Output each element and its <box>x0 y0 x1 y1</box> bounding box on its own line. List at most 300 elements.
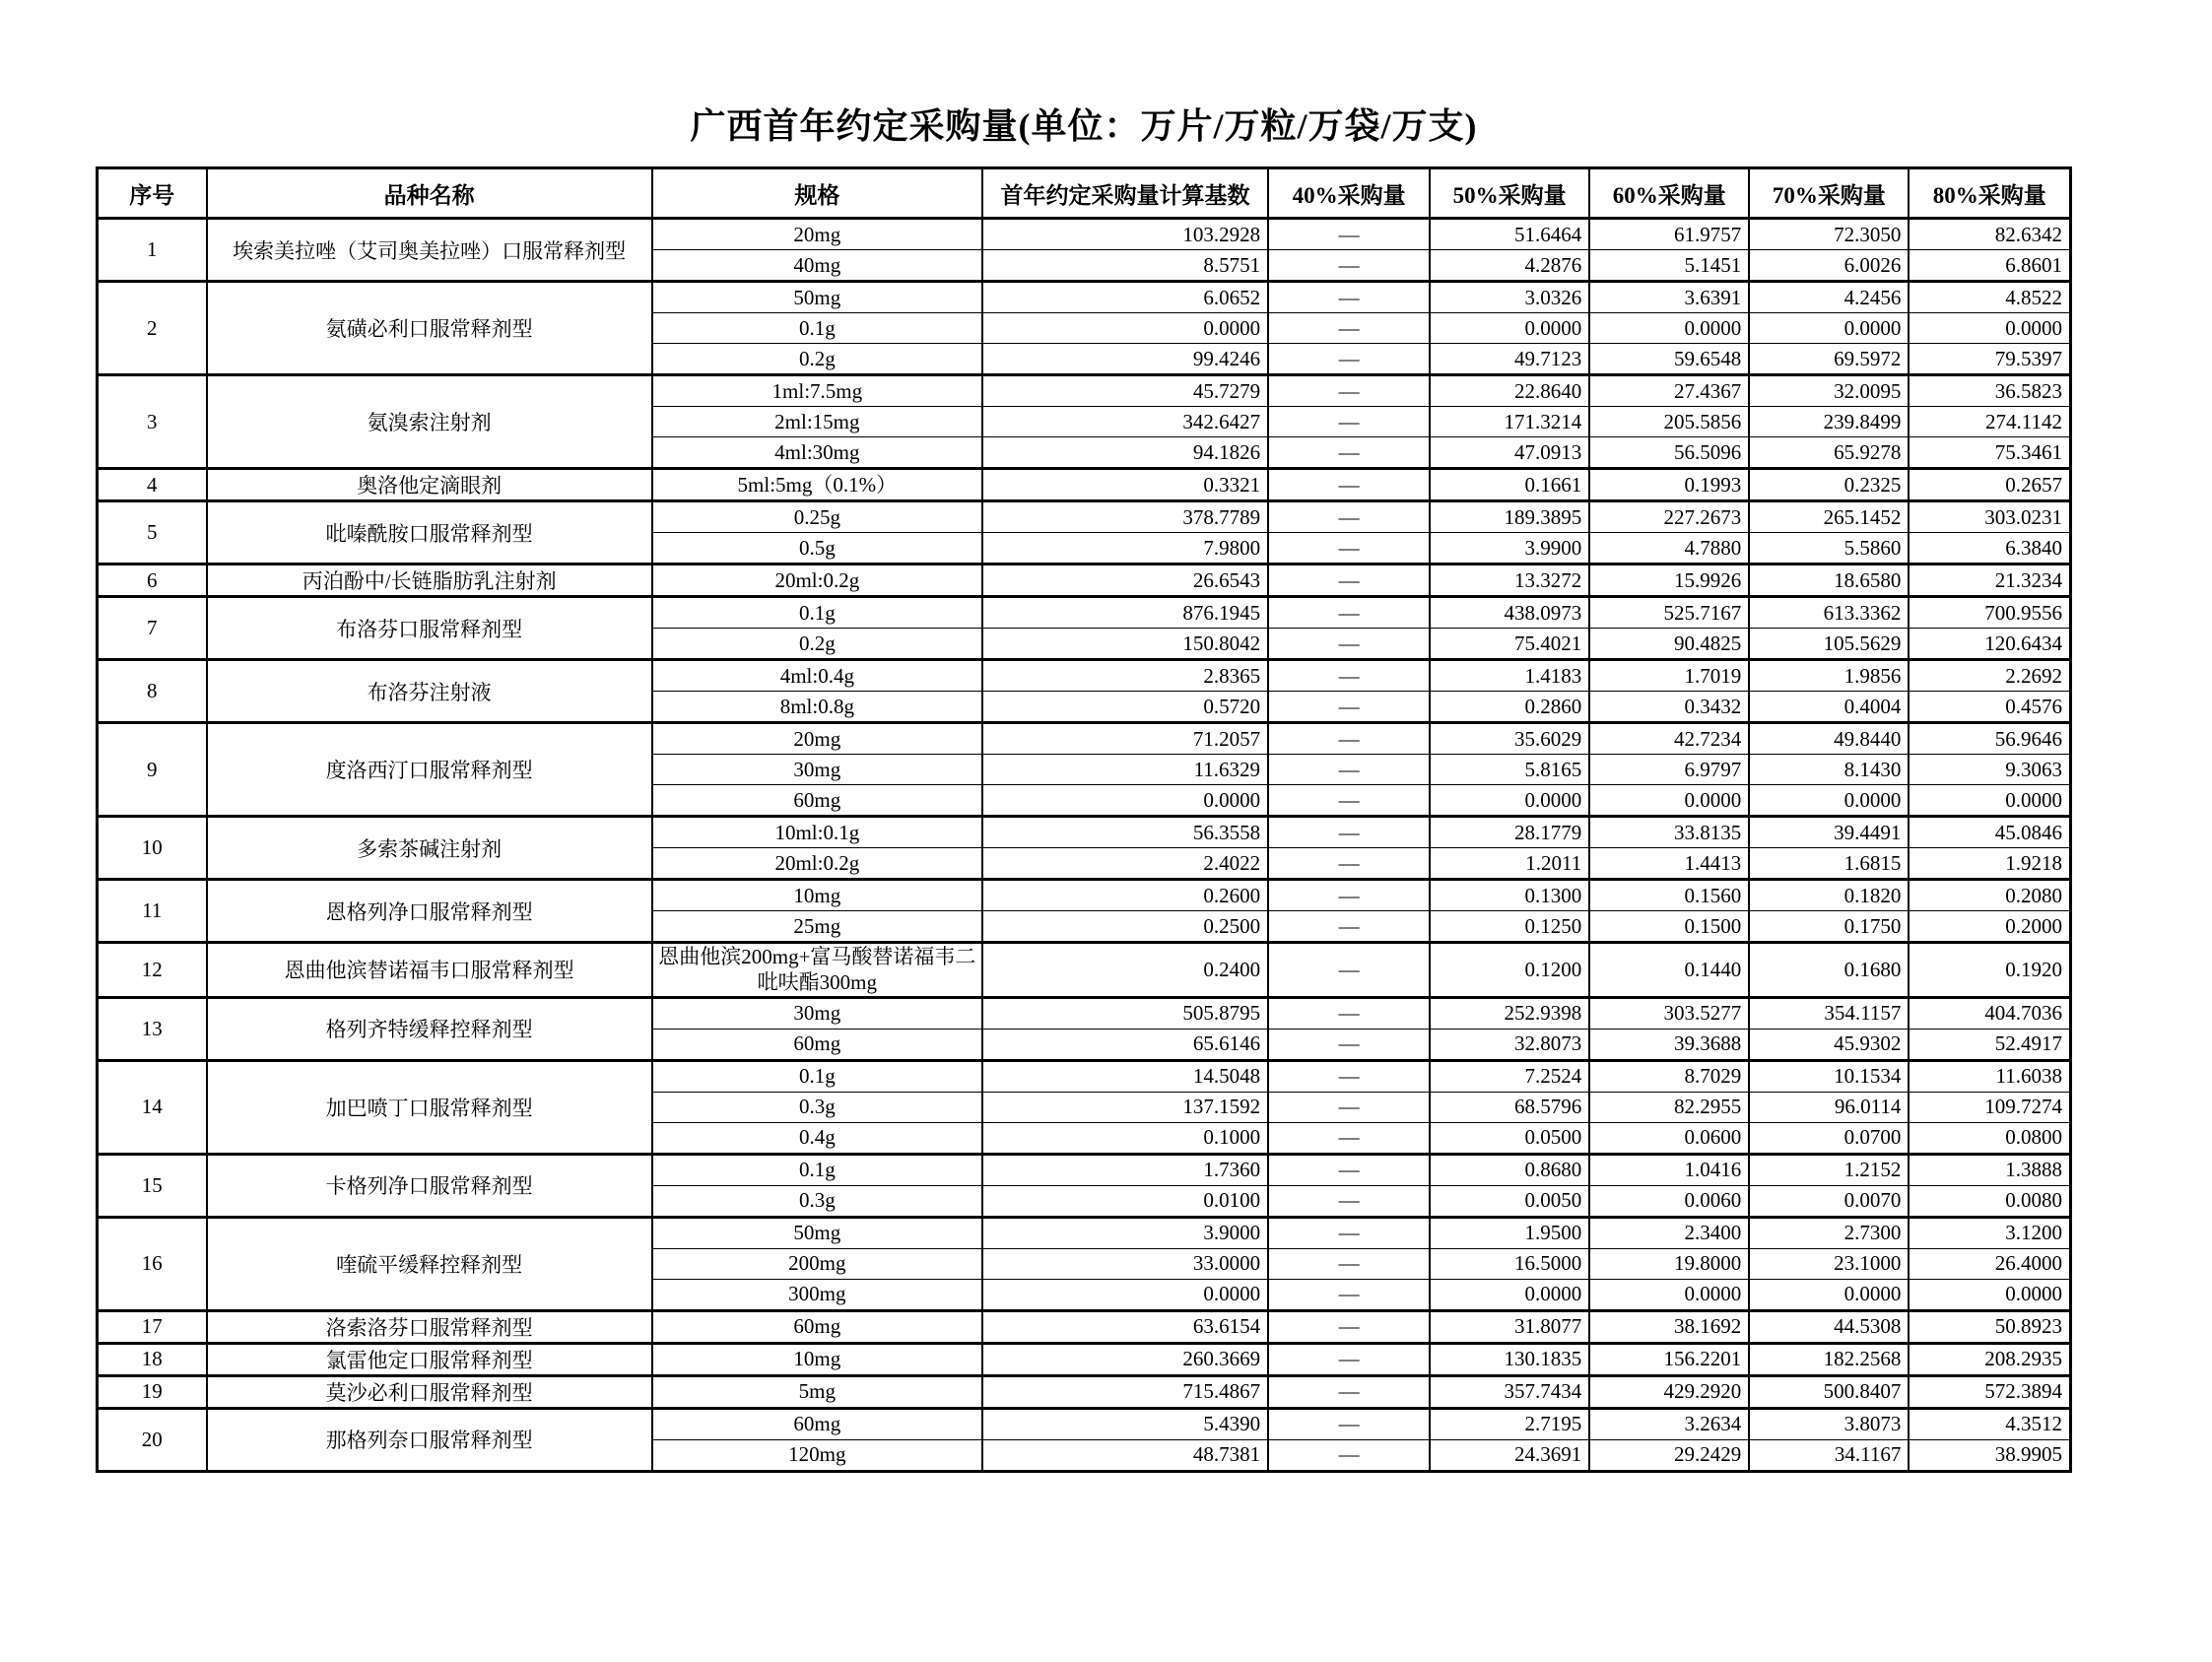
pct50-cell: 0.0500 <box>1430 1122 1589 1154</box>
pct50-cell: 1.4183 <box>1430 660 1589 692</box>
pct40-cell: — <box>1268 501 1430 533</box>
base-cell: 0.0000 <box>982 785 1268 817</box>
pct50-cell: 13.3272 <box>1430 565 1589 597</box>
product-name-cell: 奥洛他定滴眼剂 <box>207 469 652 501</box>
spec-cell: 0.1g <box>652 1154 982 1185</box>
pct40-cell: — <box>1268 911 1430 943</box>
pct40-cell: — <box>1268 1408 1430 1439</box>
base-cell: 94.1826 <box>982 437 1268 469</box>
pct50-cell: 16.5000 <box>1430 1248 1589 1279</box>
product-name-cell: 埃索美拉唑（艾司奥美拉唑）口服常释剂型 <box>207 219 652 282</box>
pct80-cell: 11.6038 <box>1909 1060 2070 1092</box>
pct70-cell: 10.1534 <box>1749 1060 1909 1092</box>
pct60-cell: 227.2673 <box>1589 501 1749 533</box>
spec-cell: 0.5g <box>652 533 982 565</box>
pct80-cell: 6.8601 <box>1909 250 2070 282</box>
row-number-cell: 17 <box>98 1310 207 1343</box>
base-cell: 11.6329 <box>982 755 1268 785</box>
pct60-cell: 0.0000 <box>1589 1279 1749 1310</box>
pct40-cell: — <box>1268 1029 1430 1060</box>
pct50-cell: 31.8077 <box>1430 1310 1589 1343</box>
pct70-cell: 1.2152 <box>1749 1154 1909 1185</box>
base-cell: 2.8365 <box>982 660 1268 692</box>
spec-cell: 0.3g <box>652 1185 982 1217</box>
base-cell: 45.7279 <box>982 375 1268 407</box>
pct80-cell: 303.0231 <box>1909 501 2070 533</box>
pct50-cell: 130.1835 <box>1430 1343 1589 1375</box>
base-cell: 0.0000 <box>982 1279 1268 1310</box>
pct50-cell: 68.5796 <box>1430 1092 1589 1122</box>
pct80-cell: 404.7036 <box>1909 997 2070 1029</box>
table-row <box>98 501 2071 533</box>
page-title: 广西首年约定采购量(单位：万片/万粒/万袋/万支) <box>690 106 1478 146</box>
pct70-cell: 3.8073 <box>1749 1408 1909 1439</box>
pct80-cell: 26.4000 <box>1909 1248 2070 1279</box>
row-number-cell: 12 <box>98 943 207 998</box>
base-cell: 5.4390 <box>982 1408 1268 1439</box>
pct80-cell: 0.1920 <box>1909 943 2070 998</box>
spec-cell: 60mg <box>652 1408 982 1439</box>
pct70-cell: 34.1167 <box>1749 1439 1909 1471</box>
pct50-cell: 1.9500 <box>1430 1217 1589 1248</box>
base-cell: 378.7789 <box>982 501 1268 533</box>
pct40-cell: — <box>1268 817 1430 848</box>
product-name-cell: 加巴喷丁口服常释剂型 <box>207 1060 652 1154</box>
pct60-cell: 56.5096 <box>1589 437 1749 469</box>
pct80-cell: 0.0080 <box>1909 1185 2070 1217</box>
pct60-cell: 3.2634 <box>1589 1408 1749 1439</box>
pct50-cell: 438.0973 <box>1430 597 1589 629</box>
spec-cell: 50mg <box>652 1217 982 1248</box>
pct40-cell: — <box>1268 1154 1430 1185</box>
pct60-cell: 303.5277 <box>1589 997 1749 1029</box>
table-row <box>98 282 2071 313</box>
row-number-cell: 19 <box>98 1375 207 1408</box>
pct40-cell: — <box>1268 250 1430 282</box>
spec-cell: 200mg <box>652 1248 982 1279</box>
product-name-cell: 度洛西汀口服常释剂型 <box>207 723 652 817</box>
pct80-cell: 0.2657 <box>1909 469 2070 501</box>
pct50-cell: 0.1661 <box>1430 469 1589 501</box>
pct70-cell: 69.5972 <box>1749 344 1909 375</box>
procurement-table <box>96 166 2072 1473</box>
spec-cell: 0.2g <box>652 629 982 660</box>
table-row <box>98 1217 2071 1248</box>
spec-cell: 60mg <box>652 1029 982 1060</box>
base-cell: 26.6543 <box>982 565 1268 597</box>
base-cell: 876.1945 <box>982 597 1268 629</box>
pct40-cell: — <box>1268 692 1430 723</box>
pct80-cell: 75.3461 <box>1909 437 2070 469</box>
pct70-cell: 354.1157 <box>1749 997 1909 1029</box>
pct70-cell: 65.9278 <box>1749 437 1909 469</box>
column-header-1: 品种名称 <box>207 168 652 219</box>
spec-cell: 10ml:0.1g <box>652 817 982 848</box>
row-number-cell: 8 <box>98 660 207 723</box>
row-number-cell: 1 <box>98 219 207 282</box>
pct50-cell: 47.0913 <box>1430 437 1589 469</box>
spec-cell: 20mg <box>652 219 982 250</box>
column-header-0: 序号 <box>98 168 207 219</box>
pct40-cell: — <box>1268 313 1430 344</box>
pct80-cell: 120.6434 <box>1909 629 2070 660</box>
base-cell: 0.0000 <box>982 313 1268 344</box>
spec-cell: 50mg <box>652 282 982 313</box>
product-name-cell: 莫沙必利口服常释剂型 <box>207 1375 652 1408</box>
pct80-cell: 21.3234 <box>1909 565 2070 597</box>
pct40-cell: — <box>1268 1248 1430 1279</box>
pct70-cell: 0.1750 <box>1749 911 1909 943</box>
pct60-cell: 0.0600 <box>1589 1122 1749 1154</box>
pct70-cell: 45.9302 <box>1749 1029 1909 1060</box>
pct50-cell: 1.2011 <box>1430 848 1589 880</box>
pct50-cell: 0.1200 <box>1430 943 1589 998</box>
table-row <box>98 1375 2071 1408</box>
pct80-cell: 4.8522 <box>1909 282 2070 313</box>
pct80-cell: 45.0846 <box>1909 817 2070 848</box>
pct60-cell: 6.9797 <box>1589 755 1749 785</box>
product-name-cell: 吡嗪酰胺口服常释剂型 <box>207 501 652 565</box>
spec-cell: 30mg <box>652 755 982 785</box>
pct40-cell: — <box>1268 282 1430 313</box>
base-cell: 63.6154 <box>982 1310 1268 1343</box>
pct40-cell: — <box>1268 629 1430 660</box>
base-cell: 0.1000 <box>982 1122 1268 1154</box>
base-cell: 342.6427 <box>982 407 1268 437</box>
pct60-cell: 90.4825 <box>1589 629 1749 660</box>
base-cell: 7.9800 <box>982 533 1268 565</box>
row-number-cell: 4 <box>98 469 207 501</box>
pct40-cell: — <box>1268 1060 1430 1092</box>
pct40-cell: — <box>1268 533 1430 565</box>
pct40-cell: — <box>1268 1439 1430 1471</box>
pct60-cell: 15.9926 <box>1589 565 1749 597</box>
pct70-cell: 1.9856 <box>1749 660 1909 692</box>
pct70-cell: 0.2325 <box>1749 469 1909 501</box>
spec-cell: 30mg <box>652 997 982 1029</box>
pct60-cell: 19.8000 <box>1589 1248 1749 1279</box>
spec-cell: 120mg <box>652 1439 982 1471</box>
pct50-cell: 22.8640 <box>1430 375 1589 407</box>
spec-cell: 0.4g <box>652 1122 982 1154</box>
pct40-cell: — <box>1268 997 1430 1029</box>
product-name-cell: 那格列奈口服常释剂型 <box>207 1408 652 1471</box>
pct80-cell: 0.4576 <box>1909 692 2070 723</box>
base-cell: 8.5751 <box>982 250 1268 282</box>
pct50-cell: 0.0050 <box>1430 1185 1589 1217</box>
pct80-cell: 0.0000 <box>1909 313 2070 344</box>
pct60-cell: 0.1500 <box>1589 911 1749 943</box>
pct80-cell: 56.9646 <box>1909 723 2070 755</box>
spec-cell: 0.1g <box>652 313 982 344</box>
pct50-cell: 357.7434 <box>1430 1375 1589 1408</box>
table-row <box>98 1343 2071 1375</box>
pct60-cell: 2.3400 <box>1589 1217 1749 1248</box>
table-row <box>98 469 2071 501</box>
pct60-cell: 0.1560 <box>1589 880 1749 911</box>
pct70-cell: 72.3050 <box>1749 219 1909 250</box>
pct60-cell: 3.6391 <box>1589 282 1749 313</box>
base-cell: 260.3669 <box>982 1343 1268 1375</box>
pct40-cell: — <box>1268 1310 1430 1343</box>
pct60-cell: 429.2920 <box>1589 1375 1749 1408</box>
pct70-cell: 182.2568 <box>1749 1343 1909 1375</box>
base-cell: 2.4022 <box>982 848 1268 880</box>
base-cell: 0.0100 <box>982 1185 1268 1217</box>
pct80-cell: 38.9905 <box>1909 1439 2070 1471</box>
spec-cell: 4ml:0.4g <box>652 660 982 692</box>
pct70-cell: 96.0114 <box>1749 1092 1909 1122</box>
pct40-cell: — <box>1268 723 1430 755</box>
pct80-cell: 52.4917 <box>1909 1029 2070 1060</box>
pct70-cell: 0.0000 <box>1749 313 1909 344</box>
pct40-cell: — <box>1268 785 1430 817</box>
pct60-cell: 61.9757 <box>1589 219 1749 250</box>
pct50-cell: 51.6464 <box>1430 219 1589 250</box>
table-row <box>98 1060 2071 1092</box>
pct50-cell: 49.7123 <box>1430 344 1589 375</box>
base-cell: 0.2400 <box>982 943 1268 998</box>
pct70-cell: 239.8499 <box>1749 407 1909 437</box>
pct50-cell: 171.3214 <box>1430 407 1589 437</box>
product-name-cell: 洛索洛芬口服常释剂型 <box>207 1310 652 1343</box>
column-header-2: 规格 <box>652 168 982 219</box>
row-number-cell: 14 <box>98 1060 207 1154</box>
pct60-cell: 59.6548 <box>1589 344 1749 375</box>
base-cell: 0.5720 <box>982 692 1268 723</box>
spec-cell: 5mg <box>652 1375 982 1408</box>
pct60-cell: 33.8135 <box>1589 817 1749 848</box>
base-cell: 99.4246 <box>982 344 1268 375</box>
pct40-cell: — <box>1268 407 1430 437</box>
pct70-cell: 2.7300 <box>1749 1217 1909 1248</box>
pct60-cell: 156.2201 <box>1589 1343 1749 1375</box>
pct80-cell: 4.3512 <box>1909 1408 2070 1439</box>
product-name-cell: 恩格列净口服常释剂型 <box>207 880 652 943</box>
pct60-cell: 0.0000 <box>1589 313 1749 344</box>
pct80-cell: 3.1200 <box>1909 1217 2070 1248</box>
pct40-cell: — <box>1268 565 1430 597</box>
pct80-cell: 1.3888 <box>1909 1154 2070 1185</box>
spec-cell: 0.2g <box>652 344 982 375</box>
pct80-cell: 572.3894 <box>1909 1375 2070 1408</box>
pct60-cell: 38.1692 <box>1589 1310 1749 1343</box>
pct40-cell: — <box>1268 1343 1430 1375</box>
spec-cell: 0.1g <box>652 597 982 629</box>
base-cell: 65.6146 <box>982 1029 1268 1060</box>
product-name-cell: 卡格列净口服常释剂型 <box>207 1154 652 1217</box>
base-cell: 33.0000 <box>982 1248 1268 1279</box>
base-cell: 505.8795 <box>982 997 1268 1029</box>
column-header-5: 50%采购量 <box>1430 168 1589 219</box>
spec-cell: 10mg <box>652 1343 982 1375</box>
pct40-cell: — <box>1268 1185 1430 1217</box>
base-cell: 150.8042 <box>982 629 1268 660</box>
pct70-cell: 500.8407 <box>1749 1375 1909 1408</box>
table-row <box>98 997 2071 1029</box>
column-header-7: 70%采购量 <box>1749 168 1909 219</box>
spec-cell: 40mg <box>652 250 982 282</box>
pct80-cell: 36.5823 <box>1909 375 2070 407</box>
pct80-cell: 50.8923 <box>1909 1310 2070 1343</box>
pct80-cell: 0.2000 <box>1909 911 2070 943</box>
pct80-cell: 82.6342 <box>1909 219 2070 250</box>
column-header-6: 60%采购量 <box>1589 168 1749 219</box>
row-number-cell: 3 <box>98 375 207 469</box>
table-row <box>98 880 2071 911</box>
pct50-cell: 0.8680 <box>1430 1154 1589 1185</box>
spec-cell: 20ml:0.2g <box>652 565 982 597</box>
product-name-cell: 格列齐特缓释控释剂型 <box>207 997 652 1060</box>
pct70-cell: 49.8440 <box>1749 723 1909 755</box>
pct70-cell: 0.0070 <box>1749 1185 1909 1217</box>
pct70-cell: 18.6580 <box>1749 565 1909 597</box>
table-row <box>98 565 2071 597</box>
table-row <box>98 817 2071 848</box>
pct80-cell: 0.0800 <box>1909 1122 2070 1154</box>
table-row <box>98 1408 2071 1439</box>
pct50-cell: 0.0000 <box>1430 785 1589 817</box>
pct70-cell: 6.0026 <box>1749 250 1909 282</box>
table-row <box>98 597 2071 629</box>
pct60-cell: 5.1451 <box>1589 250 1749 282</box>
product-name-cell: 丙泊酚中/长链脂肪乳注射剂 <box>207 565 652 597</box>
base-cell: 6.0652 <box>982 282 1268 313</box>
pct50-cell: 252.9398 <box>1430 997 1589 1029</box>
spec-cell: 60mg <box>652 1310 982 1343</box>
spec-cell: 300mg <box>652 1279 982 1310</box>
pct60-cell: 82.2955 <box>1589 1092 1749 1122</box>
base-cell: 137.1592 <box>982 1092 1268 1122</box>
spec-cell: 60mg <box>652 785 982 817</box>
pct50-cell: 0.1300 <box>1430 880 1589 911</box>
pct40-cell: — <box>1268 1122 1430 1154</box>
base-cell: 715.4867 <box>982 1375 1268 1408</box>
pct60-cell: 39.3688 <box>1589 1029 1749 1060</box>
pct40-cell: — <box>1268 660 1430 692</box>
pct60-cell: 4.7880 <box>1589 533 1749 565</box>
spec-cell: 1ml:7.5mg <box>652 375 982 407</box>
row-number-cell: 10 <box>98 817 207 880</box>
base-cell: 56.3558 <box>982 817 1268 848</box>
pct80-cell: 0.0000 <box>1909 785 2070 817</box>
product-name-cell: 喹硫平缓释控释剂型 <box>207 1217 652 1310</box>
base-cell: 1.7360 <box>982 1154 1268 1185</box>
base-cell: 14.5048 <box>982 1060 1268 1092</box>
pct40-cell: — <box>1268 469 1430 501</box>
base-cell: 0.2500 <box>982 911 1268 943</box>
spec-cell: 0.3g <box>652 1092 982 1122</box>
pct70-cell: 1.6815 <box>1749 848 1909 880</box>
row-number-cell: 6 <box>98 565 207 597</box>
pct40-cell: — <box>1268 1092 1430 1122</box>
pct80-cell: 109.7274 <box>1909 1092 2070 1122</box>
pct40-cell: — <box>1268 219 1430 250</box>
column-header-4: 40%采购量 <box>1268 168 1430 219</box>
pct50-cell: 24.3691 <box>1430 1439 1589 1471</box>
row-number-cell: 5 <box>98 501 207 565</box>
spec-cell: 10mg <box>652 880 982 911</box>
pct60-cell: 1.4413 <box>1589 848 1749 880</box>
pct50-cell: 4.2876 <box>1430 250 1589 282</box>
pct70-cell: 0.0000 <box>1749 1279 1909 1310</box>
pct50-cell: 5.8165 <box>1430 755 1589 785</box>
table-row <box>98 1154 2071 1185</box>
pct40-cell: — <box>1268 1375 1430 1408</box>
product-name-cell: 多索茶碱注射剂 <box>207 817 652 880</box>
pct40-cell: — <box>1268 880 1430 911</box>
row-number-cell: 11 <box>98 880 207 943</box>
spec-cell: 8ml:0.8g <box>652 692 982 723</box>
pct80-cell: 79.5397 <box>1909 344 2070 375</box>
pct50-cell: 2.7195 <box>1430 1408 1589 1439</box>
spec-cell: 2ml:15mg <box>652 407 982 437</box>
product-name-cell: 氯雷他定口服常释剂型 <box>207 1343 652 1375</box>
pct40-cell: — <box>1268 437 1430 469</box>
pct40-cell: — <box>1268 943 1430 998</box>
pct60-cell: 1.7019 <box>1589 660 1749 692</box>
table-row <box>98 723 2071 755</box>
pct50-cell: 0.0000 <box>1430 313 1589 344</box>
row-number-cell: 13 <box>98 997 207 1060</box>
pct80-cell: 6.3840 <box>1909 533 2070 565</box>
pct50-cell: 28.1779 <box>1430 817 1589 848</box>
pct70-cell: 23.1000 <box>1749 1248 1909 1279</box>
base-cell: 48.7381 <box>982 1439 1268 1471</box>
pct50-cell: 189.3895 <box>1430 501 1589 533</box>
pct70-cell: 0.1680 <box>1749 943 1909 998</box>
pct60-cell: 27.4367 <box>1589 375 1749 407</box>
table-row <box>98 660 2071 692</box>
pct70-cell: 5.5860 <box>1749 533 1909 565</box>
pct80-cell: 0.0000 <box>1909 1279 2070 1310</box>
base-cell: 103.2928 <box>982 219 1268 250</box>
pct70-cell: 32.0095 <box>1749 375 1909 407</box>
pct50-cell: 0.2860 <box>1430 692 1589 723</box>
pct80-cell: 2.2692 <box>1909 660 2070 692</box>
product-name-cell: 布洛芬口服常释剂型 <box>207 597 652 660</box>
row-number-cell: 18 <box>98 1343 207 1375</box>
row-number-cell: 2 <box>98 282 207 375</box>
row-number-cell: 7 <box>98 597 207 660</box>
pct80-cell: 274.1142 <box>1909 407 2070 437</box>
table-row <box>98 1310 2071 1343</box>
pct40-cell: — <box>1268 375 1430 407</box>
pct60-cell: 8.7029 <box>1589 1060 1749 1092</box>
pct60-cell: 42.7234 <box>1589 723 1749 755</box>
pct50-cell: 75.4021 <box>1430 629 1589 660</box>
pct50-cell: 3.9900 <box>1430 533 1589 565</box>
pct40-cell: — <box>1268 344 1430 375</box>
pct70-cell: 0.4004 <box>1749 692 1909 723</box>
pct60-cell: 0.0060 <box>1589 1185 1749 1217</box>
pct70-cell: 0.0000 <box>1749 785 1909 817</box>
product-name-cell: 恩曲他滨替诺福韦口服常释剂型 <box>207 943 652 998</box>
row-number-cell: 9 <box>98 723 207 817</box>
base-cell: 0.2600 <box>982 880 1268 911</box>
table-row <box>98 375 2071 407</box>
pct40-cell: — <box>1268 848 1430 880</box>
spec-cell: 20ml:0.2g <box>652 848 982 880</box>
row-number-cell: 20 <box>98 1408 207 1471</box>
pct60-cell: 525.7167 <box>1589 597 1749 629</box>
pct60-cell: 1.0416 <box>1589 1154 1749 1185</box>
pct50-cell: 0.1250 <box>1430 911 1589 943</box>
pct70-cell: 4.2456 <box>1749 282 1909 313</box>
spec-cell: 20mg <box>652 723 982 755</box>
row-number-cell: 16 <box>98 1217 207 1310</box>
pct40-cell: — <box>1268 1279 1430 1310</box>
